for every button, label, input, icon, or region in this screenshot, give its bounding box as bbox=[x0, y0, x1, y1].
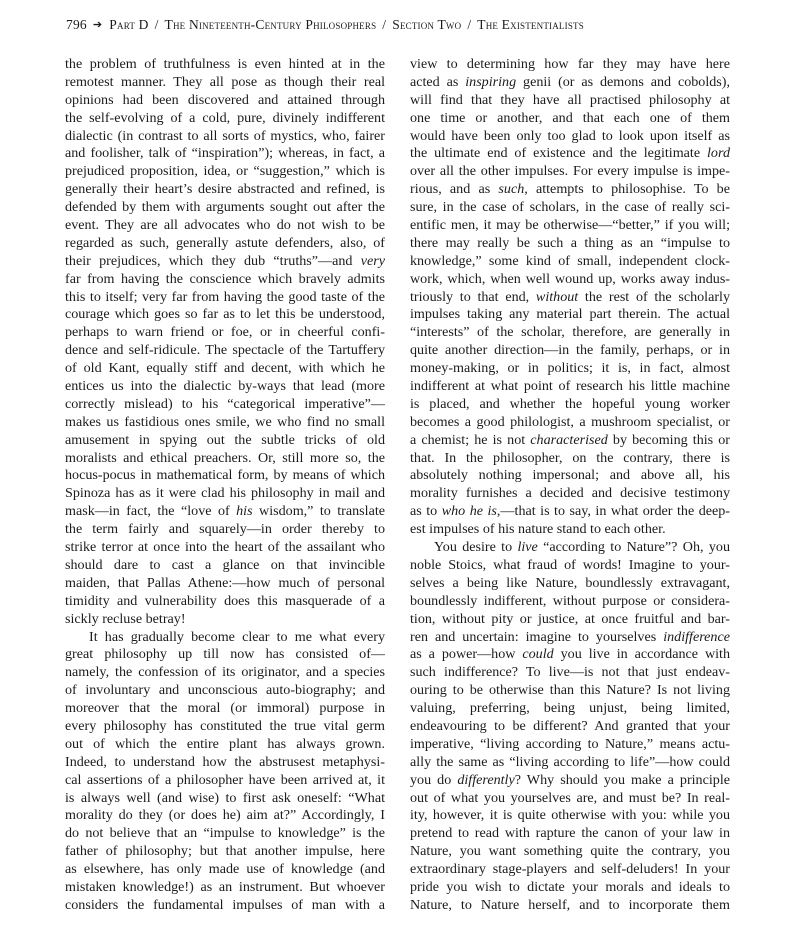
text-line bbox=[65, 74, 385, 92]
text-segment: pride you wish to dictate your morals and ideals to bbox=[410, 878, 730, 895]
text-line bbox=[65, 611, 385, 629]
text-line bbox=[65, 289, 385, 307]
text-line bbox=[65, 324, 385, 342]
text-segment: You desire to bbox=[434, 539, 518, 556]
text-line bbox=[65, 700, 385, 718]
text-segment: the rest of the scholarly bbox=[578, 288, 730, 305]
text-line bbox=[65, 92, 385, 110]
text-segment: as elsewhere, has only made use of knowledge (and bbox=[65, 861, 385, 878]
text-segment: sickly recluse betray! bbox=[65, 610, 186, 627]
text-line bbox=[65, 235, 385, 253]
text-line bbox=[410, 378, 730, 396]
text-line bbox=[410, 163, 730, 181]
text-segment: money-making, or in politics; it is, in fact, almost bbox=[410, 360, 730, 377]
text-line bbox=[410, 521, 730, 539]
text-segment: wisdom,” to translate bbox=[252, 503, 385, 520]
text-line bbox=[65, 825, 385, 843]
text-line bbox=[410, 700, 730, 718]
text-segment: will find that they have all practised philosophy at bbox=[410, 91, 730, 108]
text-line bbox=[65, 396, 385, 414]
text-segment: Nature, to Nature herself, and to incorporate them bbox=[410, 896, 730, 913]
text-segment: quite another direction—in the family, perhaps, or in bbox=[410, 342, 730, 359]
text-line bbox=[410, 861, 730, 879]
text-line bbox=[65, 414, 385, 432]
text-line bbox=[65, 128, 385, 146]
text-segment: defended by them with arguments sought out after the bbox=[65, 199, 385, 216]
text-segment: regarded as such, generally astute defenders, also, of bbox=[65, 234, 385, 251]
italic-text: such bbox=[498, 181, 525, 198]
text-line bbox=[65, 861, 385, 879]
text-segment: mistaken knowledge!) as an instrument. But whoever bbox=[65, 878, 385, 895]
text-segment: prejudiced proposition, idea, or “suggestion,” which is bbox=[65, 163, 385, 180]
text-line bbox=[410, 879, 730, 897]
text-segment: triously to that end, bbox=[410, 288, 536, 305]
text-segment: valuing, preferring, being unjust, being limited, bbox=[410, 700, 730, 717]
text-line bbox=[65, 897, 385, 915]
text-line bbox=[65, 450, 385, 468]
text-segment: entices us into the dialectic by-ways that lead (more bbox=[65, 378, 385, 395]
text-segment: a chemist; he is not bbox=[410, 431, 531, 448]
text-segment: knowledge,” some kind of small, independent clock- bbox=[410, 252, 730, 269]
text-segment: noble Stoics, what fraud of words! Imagine to your- bbox=[410, 556, 730, 573]
text-line bbox=[65, 56, 385, 74]
text-line bbox=[410, 181, 730, 199]
text-segment: dence and self-ridicule. The spectacle of the Tartuffery bbox=[65, 342, 385, 359]
text-segment: is placed, and whether the hopeful young worker bbox=[410, 395, 730, 412]
text-line bbox=[65, 306, 385, 324]
text-segment: the self-evolving of a cold, pure, divinely indifferent bbox=[65, 109, 385, 126]
italic-text: his bbox=[236, 503, 253, 520]
text-segment: becomes a good philologist, a mushroom specialist, or bbox=[410, 413, 730, 430]
text-segment: out of which the entire plant has always grown. bbox=[65, 735, 385, 752]
text-segment: “according to Nature”? Oh, you bbox=[537, 539, 730, 556]
text-segment: ity, however, it is quite otherwise with you: while you bbox=[410, 807, 730, 824]
text-segment: such indifference? To live—is not that just endeav- bbox=[410, 664, 730, 681]
text-line bbox=[65, 736, 385, 754]
text-segment: there may really be such a thing as an “impulse to bbox=[410, 234, 730, 251]
right-text-column bbox=[410, 56, 730, 915]
text-segment: amusement in spying out the subtle tricks of old bbox=[65, 431, 385, 448]
text-line bbox=[410, 843, 730, 861]
text-line bbox=[410, 611, 730, 629]
text-segment: that. In the philosopher, on the contrary, there is bbox=[410, 449, 730, 466]
text-segment: generally their heart’s desire abstracted and refined, is bbox=[65, 181, 385, 198]
text-line bbox=[410, 557, 730, 575]
text-line bbox=[65, 807, 385, 825]
text-line bbox=[65, 790, 385, 808]
text-segment: mask—in fact, the “love of bbox=[65, 503, 237, 520]
text-line bbox=[65, 879, 385, 897]
text-line bbox=[410, 289, 730, 307]
text-line bbox=[410, 432, 730, 450]
text-line bbox=[410, 772, 730, 790]
text-segment: , attempts to philosophise. To be bbox=[524, 181, 730, 198]
text-segment: “interests” of the scholar, therefore, are generally in bbox=[410, 324, 730, 341]
header-part: Part D bbox=[109, 17, 149, 32]
text-line bbox=[65, 163, 385, 181]
text-segment: ,—that is to say, in what order the deep- bbox=[496, 503, 730, 520]
text-line bbox=[410, 253, 730, 271]
text-segment: the term fairly and squarely—in order thereby to bbox=[65, 521, 385, 538]
text-line bbox=[65, 181, 385, 199]
text-line bbox=[410, 503, 730, 521]
text-segment: one time or another, and that each one of them bbox=[410, 109, 730, 126]
text-line bbox=[65, 521, 385, 539]
text-segment: extraordinary stage-players and self-deluders! In your bbox=[410, 861, 730, 878]
text-line bbox=[65, 145, 385, 163]
text-segment: ren and uncertain: imagine to yourselves bbox=[410, 628, 664, 645]
text-segment: opinions had been discovered and attained through bbox=[65, 91, 385, 108]
text-line bbox=[410, 235, 730, 253]
text-line bbox=[65, 503, 385, 521]
text-line bbox=[65, 378, 385, 396]
text-line bbox=[410, 56, 730, 74]
text-line bbox=[410, 271, 730, 289]
text-line bbox=[410, 92, 730, 110]
text-segment: ouring to be otherwise than this Nature? Is not living bbox=[410, 682, 730, 699]
text-line bbox=[65, 557, 385, 575]
italic-text: differently bbox=[457, 771, 515, 788]
text-segment: out of what you yourselves are, and must be? In real- bbox=[410, 789, 730, 806]
text-segment: acted as bbox=[410, 73, 466, 90]
text-line bbox=[410, 718, 730, 736]
header-separator: / bbox=[154, 17, 159, 32]
page-number: 796 bbox=[66, 17, 87, 32]
text-segment: pretend to read with rapture the canon of your law in bbox=[410, 825, 730, 842]
italic-text: could bbox=[522, 646, 554, 663]
text-line bbox=[410, 199, 730, 217]
text-segment: hocus-pocus in mathematical form, by means of which bbox=[65, 467, 385, 484]
text-line bbox=[65, 253, 385, 271]
text-line bbox=[410, 897, 730, 915]
text-line bbox=[410, 539, 730, 557]
text-line bbox=[410, 646, 730, 664]
italic-text: without bbox=[535, 288, 579, 305]
text-line bbox=[65, 539, 385, 557]
text-segment: event. They are all advocates who do not wish to be bbox=[65, 217, 385, 234]
text-line bbox=[410, 575, 730, 593]
text-line bbox=[65, 110, 385, 128]
text-segment: should dare to cast a glance on that invincible bbox=[65, 556, 385, 573]
text-segment: makes us fastidious ones smile, we who find no small bbox=[65, 413, 385, 430]
text-line bbox=[65, 593, 385, 611]
text-line bbox=[65, 217, 385, 235]
text-segment: It has gradually become clear to me what every bbox=[89, 628, 385, 645]
text-line bbox=[65, 718, 385, 736]
text-line bbox=[410, 128, 730, 146]
text-segment: ally the same as “living according to life”—how could bbox=[410, 753, 730, 770]
text-segment: by becoming this or bbox=[607, 431, 730, 448]
header-subsection: The Existentialists bbox=[477, 17, 584, 32]
text-segment: genii (or as demons and cobolds), bbox=[516, 73, 730, 90]
text-segment: this to itself; very far from having the good taste of the bbox=[65, 288, 385, 305]
text-line bbox=[65, 629, 385, 647]
text-segment: maiden, that Pallas Athene:—how much of personal bbox=[65, 574, 385, 591]
text-segment: entific men, it may be otherwise—“better,” if you will; bbox=[410, 217, 730, 234]
text-line bbox=[410, 396, 730, 414]
text-segment: would have been only too glad to look upon itself as bbox=[410, 127, 730, 144]
text-segment: as a power—how bbox=[410, 646, 523, 663]
text-segment: tion, without pity or justice, at once fruitful and bar- bbox=[410, 610, 730, 627]
text-segment: Nature, you want something quite the contrary, you bbox=[410, 843, 730, 860]
text-line bbox=[410, 306, 730, 324]
text-line bbox=[410, 414, 730, 432]
italic-text: inspiring bbox=[465, 73, 517, 90]
text-segment: sure, in the case of scholars, in the case of really sci- bbox=[410, 199, 730, 216]
left-text-column bbox=[65, 56, 385, 915]
text-line bbox=[410, 342, 730, 360]
text-segment: is always well (and wise) to first ask oneself: “What bbox=[65, 789, 385, 806]
text-segment: you do bbox=[410, 771, 458, 788]
text-segment: namely, the confession of its originator, and a species bbox=[65, 664, 385, 681]
text-segment: their prejudices, which they dub “truths”—and bbox=[65, 252, 361, 269]
italic-text: lord bbox=[707, 145, 730, 162]
text-line bbox=[410, 754, 730, 772]
text-segment: the problem of truthfulness is even hinted at in the bbox=[65, 56, 385, 72]
text-segment: ? Why should you make a principle bbox=[514, 771, 730, 788]
text-line bbox=[410, 807, 730, 825]
text-line bbox=[65, 485, 385, 503]
header-title: The Nineteenth-Century Philosophers bbox=[164, 17, 377, 32]
running-header bbox=[66, 17, 746, 37]
text-segment: of old Kant, equally stiff and decent, with which he bbox=[65, 360, 385, 377]
italic-text: indifference bbox=[663, 628, 730, 645]
text-segment: considers the fundamental impulses of man with a bbox=[65, 896, 385, 913]
text-line bbox=[410, 682, 730, 700]
text-segment: boundlessly indifferent, without purpose or considera- bbox=[410, 592, 730, 609]
text-line bbox=[65, 843, 385, 861]
text-line bbox=[65, 754, 385, 772]
text-segment: far from having the conscience which bravely admits bbox=[65, 270, 385, 287]
text-segment: moreover that the moral (or immoral) purpose in bbox=[65, 700, 385, 717]
italic-text: who he is bbox=[441, 503, 497, 520]
text-segment: perhaps to warn friend or foe, or in cheerful confi- bbox=[65, 324, 385, 341]
text-segment: great philosophy up till now has consisted of— bbox=[65, 646, 385, 663]
text-segment: correctly mislead) to his “categorical imperative”— bbox=[65, 395, 385, 412]
text-segment: and foolisher, talk of “inspiration”); whereas, in fact, a bbox=[65, 145, 385, 162]
text-segment: impulses taking any material part therein. The actual bbox=[410, 306, 730, 323]
text-line bbox=[65, 432, 385, 450]
text-line bbox=[410, 217, 730, 235]
text-line bbox=[410, 450, 730, 468]
text-line bbox=[410, 324, 730, 342]
text-segment: father of philosophy; but that another impulse, here bbox=[65, 843, 385, 860]
text-segment: morality do they (or does he) aim at?” Accordingly, I bbox=[65, 807, 385, 824]
italic-text: live bbox=[517, 539, 538, 556]
text-segment: rious, and as bbox=[410, 181, 499, 198]
text-line bbox=[410, 145, 730, 163]
italic-text: characterised bbox=[530, 431, 608, 448]
text-line bbox=[65, 342, 385, 360]
text-line bbox=[410, 74, 730, 92]
text-segment: cal assertions of a philosopher have been arrived at, it bbox=[65, 771, 385, 788]
text-segment: moralists and ethical preachers. Or, still more so, the bbox=[65, 449, 385, 466]
text-segment: view to determining how far they may have here bbox=[410, 56, 730, 72]
text-line bbox=[65, 360, 385, 378]
text-line bbox=[410, 629, 730, 647]
text-line bbox=[410, 825, 730, 843]
text-line bbox=[410, 360, 730, 378]
text-segment: as to bbox=[410, 503, 442, 520]
text-line bbox=[65, 199, 385, 217]
arrow-icon: ➔ bbox=[92, 19, 103, 31]
text-segment: strike terror at once into the heart of the assailant who bbox=[65, 539, 385, 556]
text-line bbox=[410, 467, 730, 485]
text-segment: remotest manner. They all pose as though their real bbox=[65, 73, 385, 90]
text-segment: work, which, when well wound up, works away indus- bbox=[410, 270, 730, 287]
text-line bbox=[410, 110, 730, 128]
text-segment: do not believe that an “impulse to knowledge” is the bbox=[65, 825, 385, 842]
header-separator: / bbox=[467, 17, 472, 32]
text-segment: Indeed, to understand how the abstrusest metaphysi- bbox=[65, 753, 385, 770]
text-segment: courage which goes so far as to let this be understood, bbox=[65, 306, 385, 323]
text-line bbox=[65, 646, 385, 664]
text-segment: the ultimate end of existence and the legitimate bbox=[410, 145, 708, 162]
text-line bbox=[410, 664, 730, 682]
text-segment: Spinoza has as it were clad his philosophy in mail and bbox=[65, 485, 385, 502]
header-separator: / bbox=[382, 17, 387, 32]
text-segment: over all the other impulses. For every impulse is impe- bbox=[410, 163, 730, 180]
text-segment: every philosophy has constituted the true vital germ bbox=[65, 717, 385, 734]
header-section: Section Two bbox=[392, 17, 462, 32]
text-line bbox=[65, 682, 385, 700]
text-segment: timidity and vulnerability does this masquerade of a bbox=[65, 592, 385, 609]
text-segment: of involuntary and unconscious auto-biography; and bbox=[65, 682, 385, 699]
text-segment: you live in accordance with bbox=[553, 646, 730, 663]
text-segment: endeavouring to be different? And granted that your bbox=[410, 717, 730, 734]
text-segment: absolutely nothing impersonal; and above all, his bbox=[410, 467, 730, 484]
text-line bbox=[65, 772, 385, 790]
text-line bbox=[65, 664, 385, 682]
text-segment: dialectic (in contrast to all sorts of mystics, who, fairer bbox=[65, 127, 385, 144]
text-segment: est impulses of his nature stand to each other. bbox=[410, 521, 666, 538]
text-line bbox=[410, 790, 730, 808]
text-segment: selves a being like Nature, boundlessly extravagant, bbox=[410, 574, 730, 591]
text-line bbox=[410, 593, 730, 611]
text-segment: indifferent at what point of research his little machine bbox=[410, 378, 730, 395]
text-segment: imperative, “living according to Nature,” means actu- bbox=[410, 735, 730, 752]
text-line bbox=[65, 271, 385, 289]
text-line bbox=[65, 467, 385, 485]
text-line bbox=[410, 485, 730, 503]
text-line bbox=[65, 575, 385, 593]
italic-text: very bbox=[360, 252, 385, 269]
text-line bbox=[410, 736, 730, 754]
text-segment: morality furnishes a decided and decisive testimony bbox=[410, 485, 730, 502]
